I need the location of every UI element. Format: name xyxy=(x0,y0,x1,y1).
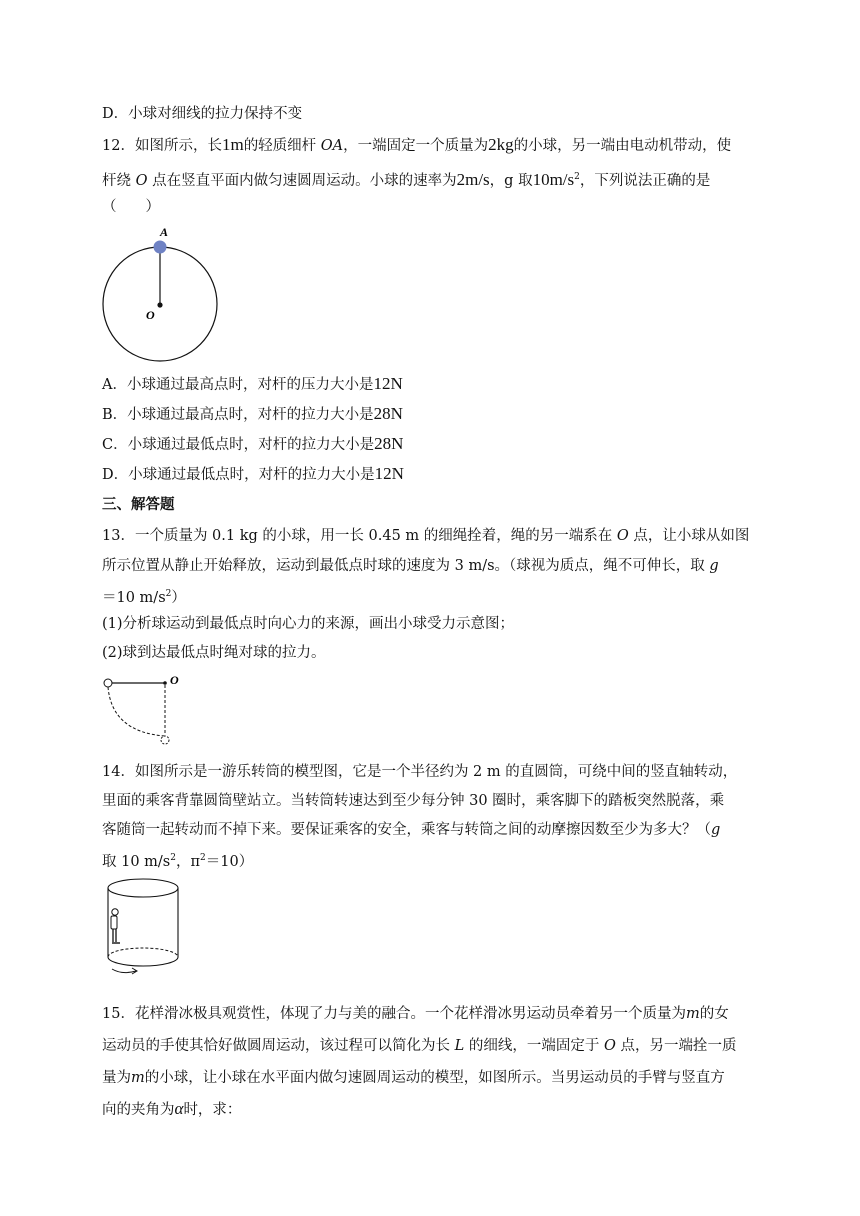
q12-blank: （ ） xyxy=(102,199,160,215)
q15-line-3: 量为m的小球，让小球在水平面内做匀速圆周运动的模型，如图所示。当男运动员的手臂与竖直方 xyxy=(102,1070,725,1086)
q14-line-3: 客随筒一起转动而不掉下来。要保证乘客的安全，乘客与转筒之间的动摩擦因数至少为多大？（g xyxy=(102,822,721,838)
ball-a xyxy=(154,241,167,254)
q12-option-b: B．小球通过最高点时，对杆的拉力大小是28N xyxy=(102,404,403,423)
q13-line-1: 13．一个质量为 0.1 kg 的小球，用一长 0.45 m 的细绳拴着，绳的另一端系在 O 点，让小球从如图 xyxy=(102,528,750,544)
q13-line-2: 所示位置从静止开始释放，运动到最低点时球的速度为 3 m/s。（球视为质点，绳不可伸长，取 g xyxy=(102,558,719,574)
q13-pendulum-figure xyxy=(98,672,188,748)
q15-line-4: 向的夹角为α时，求： xyxy=(102,1099,242,1118)
q13-line-3: ＝10 $m/s^2$） xyxy=(102,589,186,606)
q14-line-4: 取 10 $m/s^2$，$\pi^2=10$） xyxy=(102,853,254,870)
q15-line-1: 15．花样滑冰极具观赏性，体现了力与美的融合。一个花样滑冰男运动员牵着另一个质量为m的女 xyxy=(102,1006,729,1022)
q14-line-2: 里面的乘客背靠圆筒壁站立。当转筒转速达到至少每分钟 30 圈时，乘客脚下的踏板突然脱落，乘 xyxy=(102,793,725,809)
q11-option-d: D．小球对细线的拉力保持不变 xyxy=(102,106,303,122)
label-a: A xyxy=(160,225,169,239)
q12-circle-figure xyxy=(96,222,222,366)
label-o: O xyxy=(170,673,179,687)
q12-line-1: 12．如图所示，长1m的轻质细杆 OA，一端固定一个质量为2kg的小球，另一端由电动机带动，使 xyxy=(102,135,732,154)
label-o: O xyxy=(146,308,155,322)
passenger-icon xyxy=(111,909,120,943)
q14-cylinder-figure xyxy=(96,874,192,980)
section-heading: 三、解答题 xyxy=(102,497,175,513)
q13-part-2: (2)球到达最低点时绳对球的拉力。 xyxy=(102,645,326,661)
q14-line-1: 14．如图所示是一游乐转筒的模型图，它是一个半径约为 2 m 的直圆筒，可绕中间的竖直轴转动， xyxy=(102,764,738,780)
q15-line-2: 运动员的手使其恰好做圆周运动，该过程可以简化为长 L 的细线，一端固定于 O 点，另一端拴一质 xyxy=(102,1038,737,1054)
q12-option-c: C．小球通过最低点时，对杆的拉力大小是28N xyxy=(102,434,404,453)
q12-option-d: D．小球通过最低点时，对杆的拉力大小是12N xyxy=(102,464,404,483)
q12-option-a: A．小球通过最高点时，对杆的压力大小是12N xyxy=(102,374,403,393)
q13-part-1: (1)分析球运动到最低点时向心力的来源，画出小球受力示意图； xyxy=(102,616,515,632)
q12-line-2: 杆绕 O 点在竖直平面内做匀速圆周运动。小球的速率为2m/s，g 取$10m/s^2$，下列说法正确的是 xyxy=(102,169,711,189)
rotation-arrow-icon xyxy=(112,969,136,973)
